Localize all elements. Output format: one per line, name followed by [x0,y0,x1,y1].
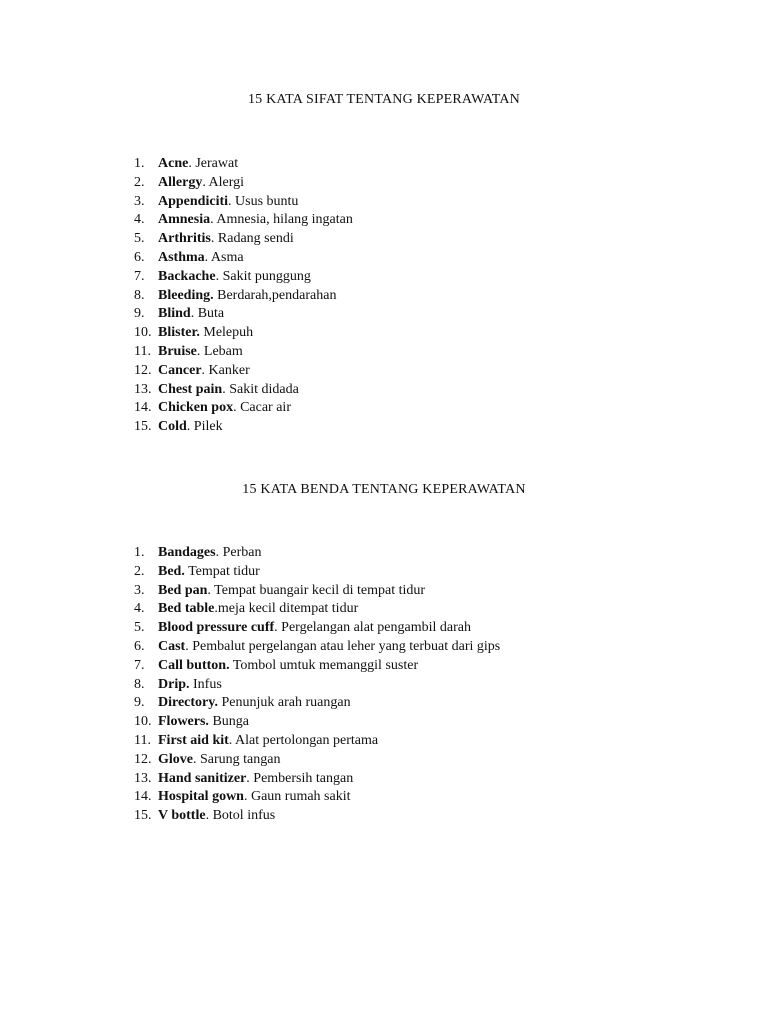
list-item [134,751,500,770]
list-item [134,563,500,582]
item-number: 2. [134,174,145,190]
list-item [134,362,353,381]
item-definition: . Sakit didada [222,381,299,397]
item-number: 5. [134,620,145,636]
list-item [134,418,353,437]
item-number: 10. [134,714,152,730]
list-item [134,174,353,193]
list-item [134,732,500,751]
item-definition: Tempat tidur [184,563,260,579]
item-definition: Infus [189,676,222,692]
item-term: Call button. [158,657,230,673]
item-number: 11. [134,732,151,748]
list-item [134,600,500,619]
list-item [134,230,353,249]
list-item [134,788,500,807]
item-number: 4. [134,212,145,228]
item-term: Blister. [158,325,200,341]
item-definition: Melepuh [199,325,254,341]
item-number: 13. [134,381,152,397]
item-term: Directory. [158,695,218,711]
list-item [134,657,500,676]
item-number: 1. [134,545,145,560]
list-item [134,638,500,657]
item-definition: . Radang sendi [210,231,294,247]
item-definition: Berdarah,pendarahan [213,287,337,303]
item-number: 6. [134,249,145,265]
list-item [134,155,353,174]
item-term: Drip. [158,676,190,692]
list-item [134,807,500,826]
list-item [134,399,353,418]
item-definition: . Amnesia, hilang ingatan [210,212,353,228]
list-item [134,211,353,230]
item-term: Amnesia [158,212,211,228]
item-number: 14. [134,789,152,805]
item-number: 1. [134,156,145,171]
list-item [134,544,500,563]
item-number: 3. [134,193,145,209]
item-number: 2. [134,563,145,579]
item-number: 3. [134,582,145,598]
item-term: Acne [158,156,189,171]
item-number: 9. [134,306,145,322]
item-term: Bed. [158,563,185,579]
list-item [134,676,500,695]
item-number: 14. [134,400,152,416]
list-item [134,713,500,732]
item-term: Bandages [158,545,216,560]
item-term: Hospital gown [158,789,244,805]
item-definition: . Asma [204,249,244,265]
item-definition: . Sarung tangan [193,751,281,767]
item-definition: . Pembalut pergelangan atau leher yang terbuat dari gips [185,638,501,654]
item-definition: Tombol umtuk memanggil suster [229,657,419,673]
item-number: 5. [134,231,145,247]
item-term: Hand sanitizer [158,770,247,786]
item-number: 4. [134,601,145,617]
item-number: 12. [134,751,152,767]
item-number: 7. [134,268,145,284]
item-definition: . Sakit punggung [215,268,311,284]
item-definition: . Lebam [196,343,243,359]
item-term: Cast [158,638,186,654]
item-number: 10. [134,325,152,341]
item-definition: . Alat pertolongan pertama [228,732,379,748]
item-definition: . Jerawat [188,156,239,171]
item-number: 11. [134,343,151,359]
item-term: Bed table [158,601,215,617]
item-term: Bleeding. [158,287,214,303]
item-definition: . Pembersih tangan [246,770,354,786]
item-term: V bottle [158,808,206,824]
item-definition: . Gaun rumah sakit [243,789,351,805]
item-term: Blood pressure cuff [158,620,275,636]
item-term: Flowers. [158,714,209,730]
item-term: Appendiciti [158,193,229,209]
item-definition: . Pergelangan alat pengambil darah [274,620,471,636]
item-definition: Bunga [208,714,249,730]
list-item [134,305,353,324]
item-term: Cancer [158,362,202,378]
item-number: 9. [134,695,145,711]
item-term: Allergy [158,174,203,190]
item-term: Arthritis [158,231,211,247]
item-definition: .meja kecil ditempat tidur [214,601,359,617]
item-number: 15. [134,419,152,435]
item-definition: . Botol infus [205,808,276,824]
list-item [134,381,353,400]
item-term: Cold [158,419,187,435]
list-item [134,249,353,268]
list-item [134,268,353,287]
list-item [134,193,353,212]
item-number: 6. [134,638,145,654]
list-item [134,694,500,713]
list-item [134,324,353,343]
item-number: 8. [134,676,145,692]
item-term: Backache [158,268,216,284]
item-term: Bruise [158,343,197,359]
item-number: 13. [134,770,152,786]
item-term: Chest pain [158,381,223,397]
item-term: Bed pan [158,582,208,598]
item-definition: . Perban [215,545,262,560]
item-number: 15. [134,808,152,824]
kata-sifat-list [134,155,353,437]
item-definition: . Alergi [202,174,245,190]
item-term: Asthma [158,249,205,265]
item-definition: Penunjuk arah ruangan [218,695,351,711]
item-term: First aid kit [158,732,229,748]
item-term: Blind [158,306,191,322]
item-definition: . Pilek [186,419,223,435]
kata-benda-list [134,544,500,826]
item-definition: . Usus buntu [228,193,299,209]
item-number: 8. [134,287,145,303]
item-term: Glove [158,751,193,767]
list-item [134,287,353,306]
item-definition: . Cacar air [233,400,291,416]
section-1-title: 15 KATA SIFAT TENTANG KEPERAWATAN [247,92,520,107]
item-definition: . Tempat buangair kecil di tempat tidur [207,582,426,598]
list-item [134,343,353,362]
item-definition: . Buta [190,306,225,322]
list-item [134,770,500,789]
section-2-title: 15 KATA BENDA TENTANG KEPERAWATAN [242,482,526,497]
list-item [134,619,500,638]
item-definition: . Kanker [201,362,250,378]
item-term: Chicken pox [158,400,234,416]
list-item [134,582,500,601]
item-number: 7. [134,657,145,673]
item-number: 12. [134,362,152,378]
